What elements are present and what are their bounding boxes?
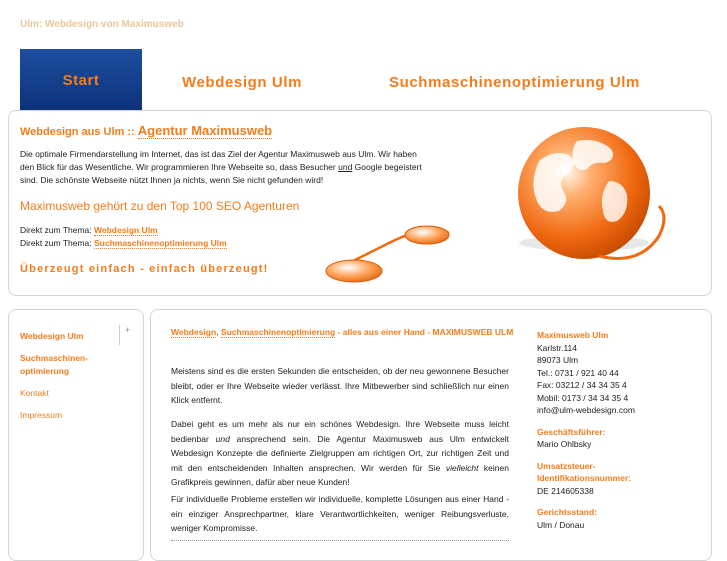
direkt-webdesign-link[interactable]: Webdesign Ulm (94, 225, 158, 235)
p2-vielleicht: vielleicht (445, 462, 479, 473)
sidebar-item-kontakt[interactable]: Kontakt (20, 388, 49, 398)
sidebar-item-optimierung[interactable]: optimierung (20, 366, 70, 376)
contact-mobil: Mobil: 0173 / 34 34 35 4 (537, 392, 629, 403)
contact-block (537, 329, 635, 531)
direkt-prefix: Direkt zum Thema: (20, 238, 95, 248)
p2-part-c: keinen Grafikpreis gewinnen, dafür aber neue Kunden! (171, 462, 509, 487)
top100-link[interactable]: Maximusweb gehört zu den Top 100 SEO Agenturen (20, 199, 300, 213)
p2-und: und (215, 433, 230, 444)
direkt-seo-link[interactable]: Suchmaschinenoptimierung Ulm (94, 238, 227, 248)
main-navigation (20, 49, 720, 111)
content-title (171, 326, 516, 339)
contact-street: Karlstr.114 (537, 342, 578, 353)
contact-tel: Tel.: 0731 / 921 40 44 (537, 367, 619, 378)
sidebar-item-impressum[interactable]: Impressum (20, 410, 63, 420)
expand-plus-icon[interactable]: + (119, 325, 130, 345)
sidebar-item-suchmaschinen[interactable]: Suchmaschinen- (20, 353, 89, 363)
hero-text-part2: Google begeistert sind. Die schönste Webseite nützt Ihnen ja nichts, wenn Sie nicht gefunden wird! (20, 162, 422, 185)
p2-part-a: Dabei geht es um mehr als nur ein schönes Webdesign. Ihre Webseite muss leicht bedienbar (171, 419, 509, 444)
contact-email[interactable]: info@ulm-webdesign.com (537, 405, 635, 415)
contact-company: Maximusweb Ulm (537, 330, 609, 340)
site-title: Ulm: Webdesign von Maximusweb (20, 19, 184, 30)
ust-label-1: Umsatzsteuer- (537, 460, 596, 471)
hero-box (8, 110, 712, 296)
direkt-prefix: Direkt zum Thema: (20, 225, 95, 235)
contact-city: 89073 Ulm (537, 355, 579, 365)
sidebar-item-webdesign-ulm[interactable]: Webdesign Ulm (20, 331, 84, 341)
paragraph-3: Für individuelle Probleme erstellen wir individuelle, komplette Lösungen aus einer Hand - ein einziger Ansprechpartner, klare Verantwortlichkeiten, weniger Reibungsverluste, weniger Kompromisse. (171, 494, 509, 533)
title-seo-link[interactable]: Suchmaschinenoptimierung (220, 327, 336, 337)
paragraph-1: Meistens sind es die ersten Sekunden die entscheiden, ob der neu gewonnene Besucher bleibt, oder er Ihre Webseite wieder verlässt. Ihre Mitbewerber sind schließlich nur einen Klick entfernt. (171, 366, 509, 405)
geschaeftsfuehrer-label: Geschäftsführer: (537, 426, 606, 437)
ust-label-2: Identifikationsnummer: (537, 473, 631, 483)
hero-heading-agentur-link[interactable]: Agentur Maximusweb (137, 123, 273, 138)
title-separator: , (216, 327, 221, 337)
slogan: Überzeugt einfach - einfach überzeugt! (20, 263, 269, 275)
nav-start[interactable]: Start (20, 49, 142, 111)
ust-value: DE 214605338 (537, 485, 594, 496)
direkt-seo (20, 238, 227, 248)
dotted-divider (171, 540, 509, 541)
main-content (150, 309, 712, 561)
geschaeftsfuehrer-name: Mario Ohlbsky (537, 439, 592, 449)
gerichtsstand-value: Ulm / Donau (537, 519, 585, 530)
hero-text-und: und (338, 162, 353, 172)
paragraph-2 (171, 417, 509, 490)
nav-suchmaschinenoptimierung-ulm[interactable]: Suchmaschinenoptimierung Ulm (389, 74, 640, 91)
hero-heading-prefix: Webdesign aus Ulm :: (20, 126, 138, 138)
contact-fax: Fax: 03212 / 34 34 35 4 (537, 380, 627, 390)
sidebar (8, 309, 144, 561)
hero-heading (20, 123, 272, 138)
globe-mouse-image (309, 111, 711, 295)
title-rest: - alles aus einer Hand - MAXIMUSWEB ULM (335, 327, 514, 337)
globe-illustration (309, 111, 711, 295)
gerichtsstand-label: Gerichtsstand: (537, 507, 597, 517)
title-webdesign-link[interactable]: Webdesign (171, 327, 217, 337)
nav-webdesign-ulm[interactable]: Webdesign Ulm (182, 74, 303, 91)
direkt-webdesign (20, 225, 158, 235)
p2-part-b: ansprechend sein. Die Agentur Maximusweb aus Ulm entwickelt Webdesign Konzepte die definierte Zielgruppen am richtigen Ort, zur richtigen Zeit und mit den entscheidenden Inhalten ansprechen. Wir werden für Sie (171, 433, 509, 473)
hero-text-part1: Die optimale Firmendarstellung im Internet, das ist das Ziel der Agentur Maximusweb aus Ulm. Wir haben den Blick für das Wesentliche. Wir programmieren Ihre Webseite so, dass Besucher (20, 149, 417, 172)
